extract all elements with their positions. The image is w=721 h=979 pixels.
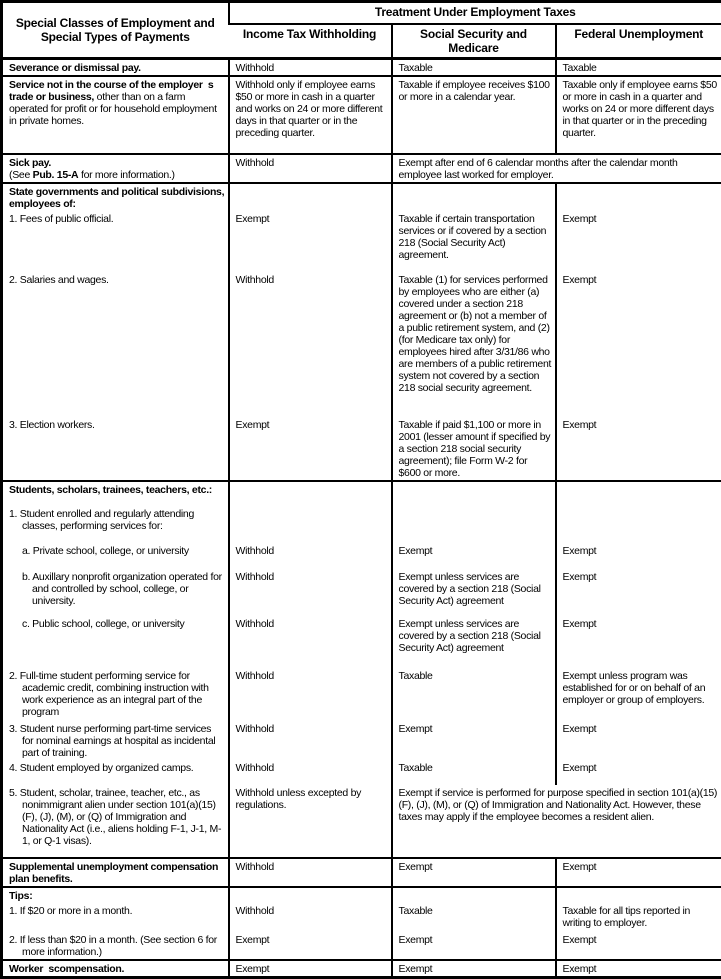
federal-unemployment-cell: Exempt [556,932,721,960]
table-row-supplemental-unemployment [2,858,721,887]
row-label-note: (See Pub. 15-A for more information.) [9,169,225,181]
section-heading: Students, scholars, trainees, teachers, etc.: [9,484,225,496]
table-row-students-heading [2,481,721,506]
social-security-cell: Exempt unless services are covered by a section 218 (Social Security Act) agreement [392,569,556,616]
income-tax-cell: Exempt [229,960,392,978]
special-class-cell [2,858,229,887]
row-label: a. Private school, college, or university [22,545,225,557]
income-tax-cell: Withhold [229,569,392,616]
special-class-cell [2,903,229,932]
treatment-span-cell: Exempt if service is performed for purpose specified in section 101(a)(15)(F), (J), (M), or (Q) of Immigration and Nationality Act. However, these taxes may apply if the employee becomes a resident alien. [392,785,721,858]
table-row-election-workers [2,417,721,481]
header-federal-unemployment: Federal Unemployment [556,24,721,59]
special-class-cell [2,760,229,785]
header-special-classes: Special Classes of Employment and Special Types of Payments [2,2,229,59]
special-class-cell [2,272,229,417]
federal-unemployment-cell: Exempt [556,569,721,616]
income-tax-cell: Withhold [229,903,392,932]
special-class-cell [2,887,229,903]
table-row-student-enrolled-intro [2,506,721,543]
income-tax-cell: Withhold [229,154,392,183]
federal-unemployment-cell: Taxable only if employee earns $50 or more in cash in a quarter and works on 24 or more different days in that quarter or in the preceding quarter. [556,76,721,154]
special-class-cell [2,932,229,960]
federal-unemployment-cell: Exempt [556,272,721,417]
table-row-fulltime-student [2,668,721,721]
row-label: 1. Fees of public official. [9,213,225,225]
special-class-cell [2,721,229,760]
special-class-cell [2,668,229,721]
special-class-cell [2,58,229,76]
row-label: Severance or dismissal pay. [9,62,225,74]
special-class-cell [2,785,229,858]
social-security-cell [392,887,556,903]
special-class-cell [2,569,229,616]
section-heading: State governments and political subdivisions, employees of: [9,186,225,210]
row-label: 4. Student employed by organized camps. [9,762,225,774]
header-income-tax-withholding: Income Tax Withholding [229,24,392,59]
row-label: Supplemental unemployment compensation plan benefits. [9,861,225,885]
federal-unemployment-cell: Exempt [556,721,721,760]
table-row-state-governments-heading [2,183,721,211]
section-heading: Tips: [9,890,225,902]
federal-unemployment-cell: Taxable [556,58,721,76]
row-label: 5. Student, scholar, trainee, teacher, etc., as nonimmigrant alien under section 101(a)(15)(F), (J), (M), or (Q) of Immigration and Nationality Act (i.e., aliens holding F-1, J-1, M-1, or Q-1 visas). [9,787,225,847]
federal-unemployment-cell: Exempt [556,858,721,887]
special-class-cell [2,506,229,543]
table-row-nonimmigrant-alien [2,785,721,858]
social-security-cell: Exempt [392,960,556,978]
social-security-cell: Exempt [392,721,556,760]
table-row-sick-pay [2,154,721,183]
federal-unemployment-cell: Exempt [556,960,721,978]
special-class-cell [2,960,229,978]
header-treatment-under-employment-taxes: Treatment Under Employment Taxes [229,2,721,24]
row-label: c. Public school, college, or university [22,618,225,630]
header-social-security-medicare: Social Security and Medicare [392,24,556,59]
row-label: 2. Full-time student performing service for academic credit, combining instruction with work experience as an integral part of the program [9,670,225,718]
row-label: 2. If less than $20 in a month. (See section 6 for more information.) [9,934,225,958]
income-tax-cell: Withhold [229,272,392,417]
table-row-student-camps [2,760,721,785]
social-security-cell: Exempt [392,932,556,960]
social-security-cell: Taxable [392,58,556,76]
income-tax-cell [229,183,392,211]
social-security-cell: Taxable if paid $1,100 or more in 2001 (lesser amount if specified by a section 218 social security agreement); file Form W-2 for $600 or more. [392,417,556,481]
income-tax-cell: Withhold [229,668,392,721]
table-row-student-nurse [2,721,721,760]
social-security-cell [392,481,556,506]
federal-unemployment-cell: Exempt [556,543,721,569]
treatment-span-cell: Exempt after end of 6 calendar months after the calendar month employee last worked for employer. [392,154,721,183]
row-label: b. Auxillary nonprofit organization operated for and controlled by school, college, or university. [22,571,225,607]
federal-unemployment-cell [556,183,721,211]
table-row-workers-compensation [2,960,721,978]
row-label: Sick pay. [9,157,225,169]
federal-unemployment-cell: Exempt [556,211,721,272]
income-tax-cell: Exempt [229,417,392,481]
federal-unemployment-cell [556,887,721,903]
income-tax-cell: Withhold unless excepted by regulations. [229,785,392,858]
row-label: 2. Salaries and wages. [9,274,225,286]
income-tax-cell: Withhold [229,616,392,668]
federal-unemployment-cell: Exempt [556,417,721,481]
table-row-auxillary-nonprofit [2,569,721,616]
federal-unemployment-cell: Exempt [556,760,721,785]
header-row-top [2,2,721,24]
income-tax-cell: Exempt [229,932,392,960]
table-row-tips-heading [2,887,721,903]
table-row-public-school [2,616,721,668]
table-row-private-school [2,543,721,569]
income-tax-cell [229,887,392,903]
special-class-cell [2,154,229,183]
special-class-cell [2,481,229,506]
social-security-cell: Exempt [392,543,556,569]
table-row-tips-20-or-more [2,903,721,932]
table-row-fees-public-official [2,211,721,272]
special-class-cell [2,417,229,481]
special-class-cell [2,183,229,211]
income-tax-cell: Withhold only if employee earns $50 or more in cash in a quarter and works on 24 or more different days in that quarter or in the preceding quarter. [229,76,392,154]
row-label: 1. Student enrolled and regularly attending classes, performing services for: [9,508,225,532]
social-security-cell: Taxable if employee receives $100 or more in a calendar year. [392,76,556,154]
social-security-cell [392,183,556,211]
row-label: Worker scompensation. [9,963,225,975]
income-tax-cell: Withhold [229,858,392,887]
table-row-tips-less-than-20 [2,932,721,960]
income-tax-cell [229,506,392,543]
special-class-cell [2,543,229,569]
income-tax-cell: Withhold [229,58,392,76]
federal-unemployment-cell [556,506,721,543]
federal-unemployment-cell: Exempt [556,616,721,668]
table-row-severance [2,58,721,76]
social-security-cell: Taxable [392,760,556,785]
social-security-cell: Taxable [392,903,556,932]
social-security-cell: Exempt [392,858,556,887]
income-tax-cell: Withhold [229,721,392,760]
social-security-cell: Taxable (1) for services performed by employees who are either (a) covered under a section 218 agreement or (b) not a member of a public retirement system, and (2) (for Medicare tax only) for employees hired after 3/31/86 who are members of a public retirement system not covered by a section 218 social security agreement. [392,272,556,417]
special-class-cell [2,616,229,668]
special-class-cell [2,211,229,272]
special-class-cell [2,76,229,154]
table-row-salaries-wages [2,272,721,417]
income-tax-cell: Withhold [229,760,392,785]
income-tax-cell [229,481,392,506]
federal-unemployment-cell: Taxable for all tips reported in writing to employer. [556,903,721,932]
row-label: 3. Election workers. [9,419,225,431]
row-label: 3. Student nurse performing part-time services for nominal earnings at hospital as incidental part of training. [9,723,225,759]
social-security-cell: Taxable if certain transportation services or if covered by a section 218 (Social Security Act) agreement. [392,211,556,272]
federal-unemployment-cell [556,481,721,506]
row-label: Service not in the course of the employer s trade or business, other than on a farm operated for profit or for household employment in private homes. [9,79,225,127]
social-security-cell: Exempt unless services are covered by a section 218 (Social Security Act) agreement [392,616,556,668]
federal-unemployment-cell: Exempt unless program was established for or on behalf of an employer or group of employers. [556,668,721,721]
income-tax-cell: Exempt [229,211,392,272]
income-tax-cell: Withhold [229,543,392,569]
social-security-cell [392,506,556,543]
table-row-service-not-in-course [2,76,721,154]
row-label: 1. If $20 or more in a month. [9,905,225,917]
social-security-cell: Taxable [392,668,556,721]
